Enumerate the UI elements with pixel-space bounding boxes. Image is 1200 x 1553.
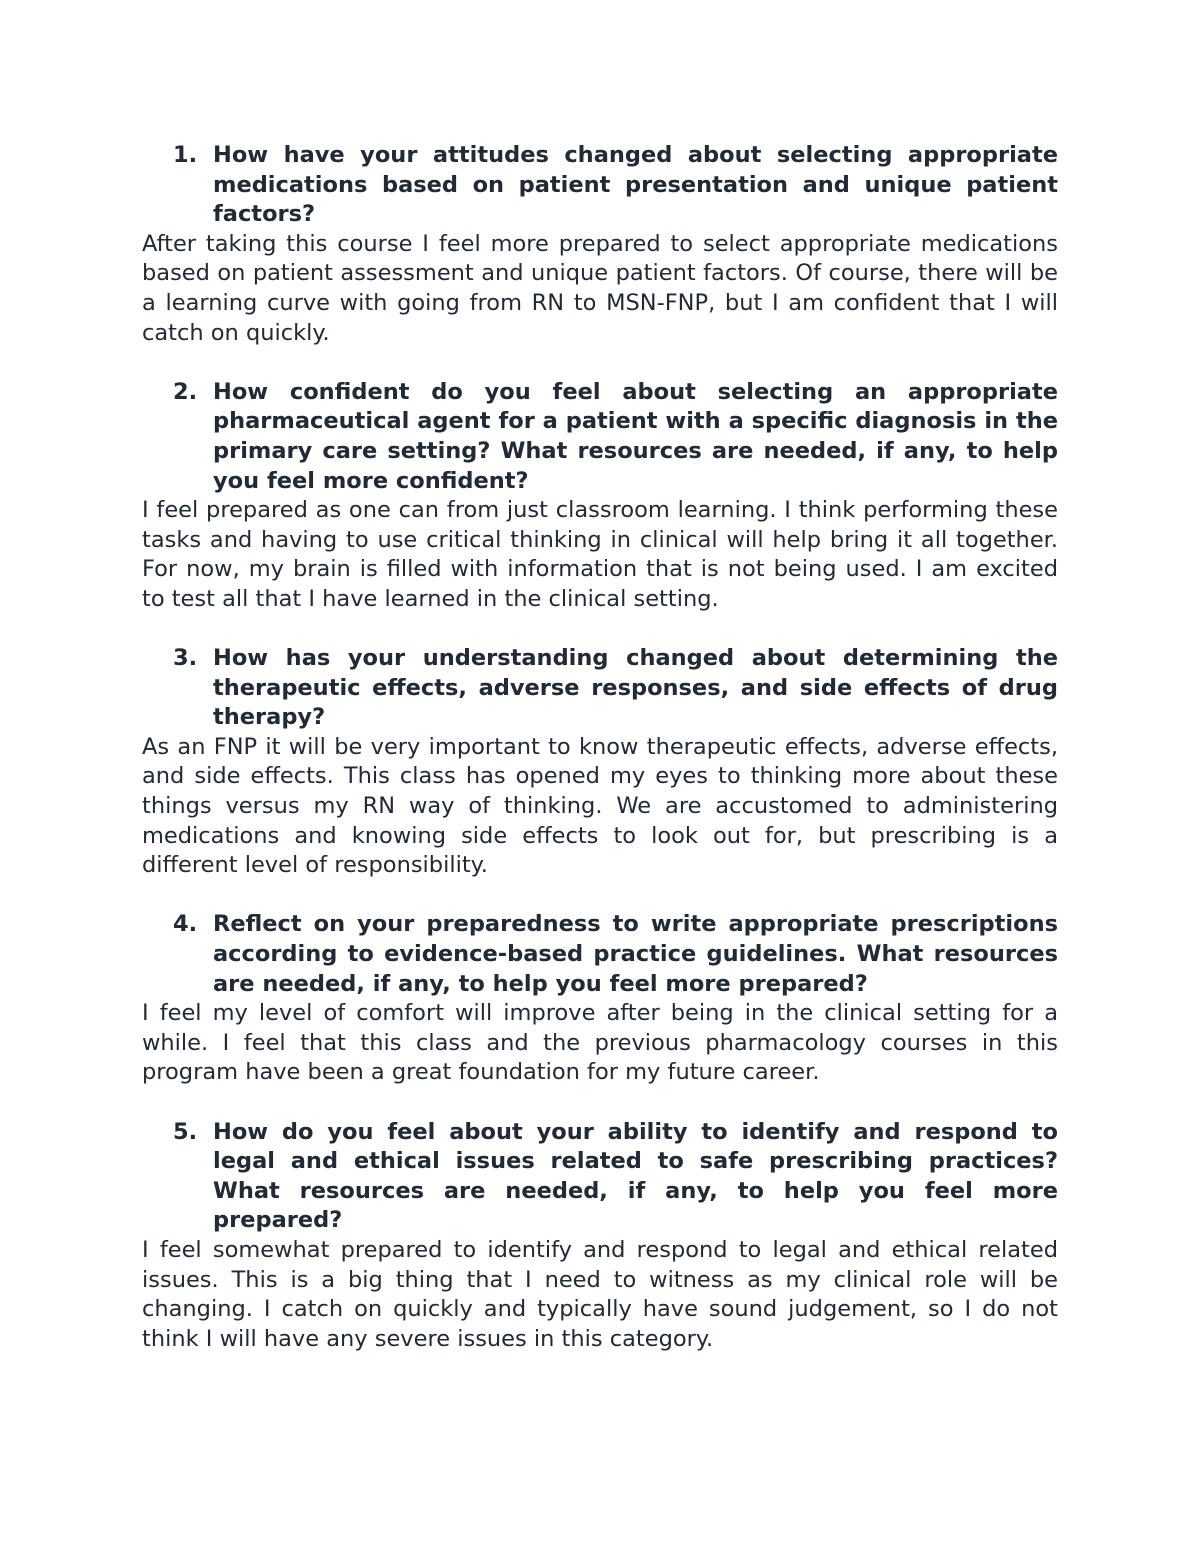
- document-page: [142, 141, 1058, 1384]
- answer-1: After taking this course I feel more prepared to select appropriate medications based on patient assessment and unique patient factors. Of course, there will be a learning curve with going from RN to MSN-FNP, but I am confident that I will catch on quickly.: [142, 230, 1058, 346]
- question-text: How do you feel about your ability to identify and respond to legal and ethical issues related to safe prescribing practices? What resources are needed, if any, to help you feel more prepared?: [213, 1118, 1058, 1234]
- question-number: 3.: [173, 645, 198, 672]
- question-2: [142, 378, 1058, 496]
- answer-3: As an FNP it will be very important to know therapeutic effects, adverse effects, and side effects. This class has opened my eyes to thinking more about these things versus my RN way of thinking. We are accustomed to administering medications and knowing side effects to look out for, but prescribing is a different level of responsibility.: [142, 733, 1058, 879]
- question-text: How have your attitudes changed about selecting appropriate medications based on patient presentation and unique patient factors?: [213, 142, 1058, 228]
- qa-item-2: [142, 378, 1058, 615]
- question-1: [142, 141, 1058, 230]
- question-number: 2.: [173, 378, 198, 405]
- qa-item-5: [142, 1118, 1058, 1355]
- question-3: [142, 644, 1058, 733]
- answer-4: I feel my level of comfort will improve after being in the clinical setting for a while. I feel that this class and the previous pharmacology courses in this program have been a great foundation for my future career.: [142, 1000, 1058, 1086]
- question-5: [142, 1118, 1058, 1236]
- question-number: 4.: [173, 911, 198, 938]
- question-text: Reflect on your preparedness to write appropriate prescriptions according to evidence-based practice guidelines. What resources are needed, if any, to help you feel more prepared?: [213, 911, 1058, 997]
- question-number: 1.: [173, 142, 198, 168]
- qa-item-1: [142, 141, 1058, 348]
- question-number: 5.: [173, 1118, 198, 1145]
- question-text: How confident do you feel about selecting an appropriate pharmaceutical agent for a patient with a specific diagnosis in the primary care setting? What resources are needed, if any, to help you feel more confident?: [213, 378, 1058, 494]
- question-4: [142, 910, 1058, 999]
- answer-5: I feel somewhat prepared to identify and respond to legal and ethical related issues. This is a big thing that I need to witness as my clinical role will be changing. I catch on quickly and typically have sound judgement, so I do not think I will have any severe issues in this category.: [142, 1236, 1058, 1352]
- qa-item-3: [142, 644, 1058, 881]
- answer-2: I feel prepared as one can from just classroom learning. I think performing these tasks and having to use critical thinking in clinical will help bring it all together. For now, my brain is filled with information that is not being used. I am excited to test all that I have learned in the clinical setting.: [142, 497, 1058, 612]
- qa-item-4: [142, 910, 1058, 1088]
- question-text: How has your understanding changed about determining the therapeutic effects, adverse responses, and side effects of drug therapy?: [213, 645, 1058, 731]
